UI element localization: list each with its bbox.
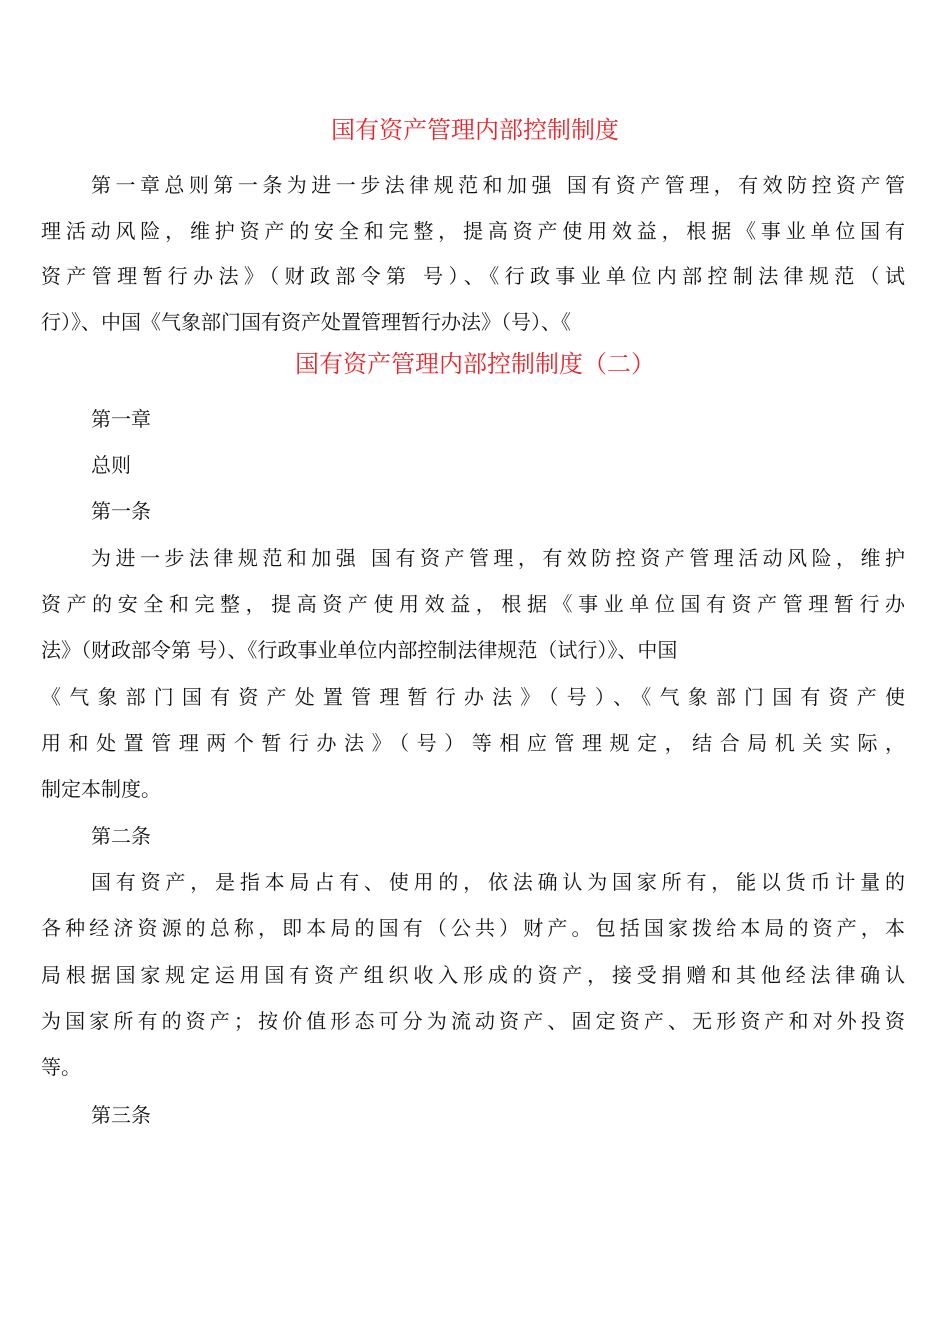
article-line: 各种经济资源的总称，即本局的国有（公共）财产。包括国家拨给本局的资产，本 — [41, 916, 905, 940]
article-line: 局根据国家规定运用国有资产组织收入形成的资产，接受捐赠和其他经法律确认 — [41, 963, 905, 987]
article-line: 等。 — [41, 1055, 81, 1079]
article-line: 资产的安全和完整，提高资产使用效益，根据《事业单位国有资产管理暂行办 — [41, 592, 905, 616]
article-line: 国有资产，是指本局占有、使用的，依法确认为国家所有，能以货币计量的 — [91, 870, 905, 894]
chapter-heading: 第一章 — [91, 407, 151, 431]
intro-line: 理活动风险，维护资产的安全和完整，提高资产使用效益，根据《事业单位国有 — [41, 219, 905, 243]
article-heading: 第二条 — [91, 824, 151, 848]
article-line: 用和处置管理两个暂行办法》（号）等相应管理规定，结合局机关实际， — [41, 731, 905, 755]
article-line: 《气象部门国有资产处置管理暂行办法》（号）、《气象部门国有资产使 — [41, 685, 905, 709]
document-subtitle: 国有资产管理内部控制制度（二） — [295, 350, 655, 378]
section-heading: 总则 — [91, 453, 131, 477]
article-line: 为进一步法律规范和加强 国有资产管理，有效防控资产管理活动风险，维护 — [91, 546, 905, 570]
article-heading: 第三条 — [91, 1103, 151, 1127]
intro-line: 行）》、中国《气象部门国有资产处置管理暂行办法》（号）、《 — [41, 310, 571, 334]
article-line: 为国家所有的资产；按价值形态可分为流动资产、固定资产、无形资产和对外投资 — [41, 1009, 905, 1033]
document-title: 国有资产管理内部控制制度 — [331, 116, 619, 144]
intro-line: 第一章总则第一条为进一步法律规范和加强 国有资产管理，有效防控资产管 — [91, 173, 905, 197]
intro-line: 资产管理暂行办法》（财政部令第 号）、《行政事业单位内部控制法律规范（试 — [41, 264, 905, 288]
article-line: 制定本制度。 — [41, 777, 161, 801]
article-line: 法》（财政部令第 号）、《行政事业单位内部控制法律规范（试行）》、中国 — [41, 638, 678, 662]
article-heading: 第一条 — [91, 499, 151, 523]
